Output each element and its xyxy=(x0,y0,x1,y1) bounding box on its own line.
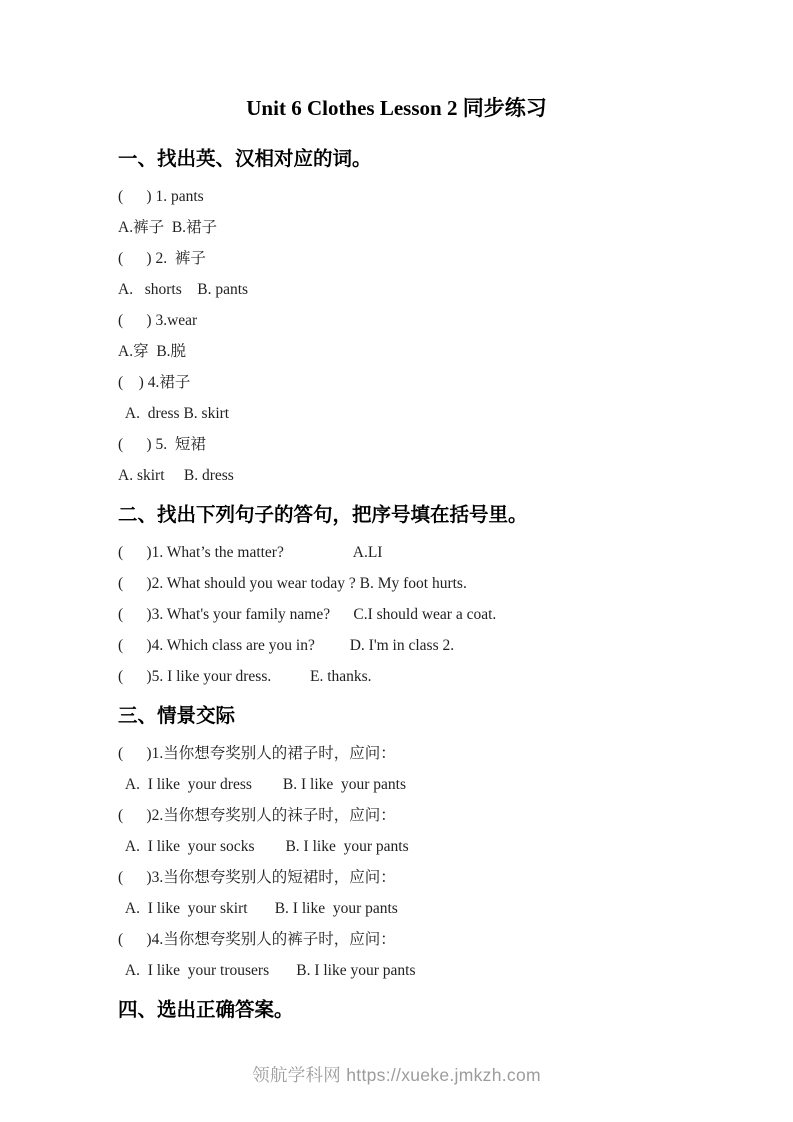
exercise-line: ( ) 1. pants xyxy=(118,188,204,205)
exercise-line: A. skirt B. dress xyxy=(118,467,234,484)
watermark-footer: 领航学科网 https://xueke.jmkzh.com xyxy=(252,1065,541,1085)
section-4-heading: 四、选出正确答案。 xyxy=(118,1000,294,1021)
exercise-line: A. shorts B. pants xyxy=(118,281,249,298)
page-title: Unit 6 Clothes Lesson 2 同步练习 xyxy=(246,96,547,120)
exercise-line: ( )1.当你想夸奖别人的裙子时，应问： xyxy=(118,745,396,762)
exercise-line: A. I like your socks B. I like your pants xyxy=(118,838,409,855)
exercise-line: A. I like your trousers B. I like your pants xyxy=(118,962,416,979)
section-1-heading: 一、找出英、汉相对应的词。 xyxy=(118,149,372,170)
exercise-line: ( )1. What’s the matter? A.LI xyxy=(118,544,383,561)
exercise-line: A. dress B. skirt xyxy=(118,405,230,422)
exercise-line: ( )3.当你想夸奖别人的短裙时，应问： xyxy=(118,869,396,886)
exercise-line: ( ) 3.wear xyxy=(118,312,198,329)
exercise-line: ( ) 5. 短裙 xyxy=(118,436,206,453)
exercise-line: A.裤子 B.裙子 xyxy=(118,219,218,236)
exercise-line: ( )3. What's your family name? C.I should wear a coat. xyxy=(118,606,497,623)
section-2-heading: 二、找出下列句子的答句，把序号填在括号里。 xyxy=(118,505,528,526)
worksheet-content xyxy=(118,147,753,1024)
exercise-line: A. I like your dress B. I like your pants xyxy=(118,776,407,793)
exercise-line: ( )5. I like your dress. E. thanks. xyxy=(118,668,372,685)
exercise-line: ( ) 2. 裤子 xyxy=(118,250,206,267)
exercise-line: ( )4.当你想夸奖别人的裤子时，应问： xyxy=(118,931,396,948)
exercise-line: ( )2. What should you wear today ? B. My foot hurts. xyxy=(118,575,467,592)
exercise-line: A. I like your skirt B. I like your pants xyxy=(118,900,398,917)
exercise-line: ( ) 4.裙子 xyxy=(118,374,191,391)
exercise-line: ( )4. Which class are you in? D. I'm in class 2. xyxy=(118,637,455,654)
exercise-line: A.穿 B.脱 xyxy=(118,343,187,360)
exercise-line: ( )2.当你想夸奖别人的袜子时，应问： xyxy=(118,807,396,824)
section-3-heading: 三、情景交际 xyxy=(118,706,236,727)
